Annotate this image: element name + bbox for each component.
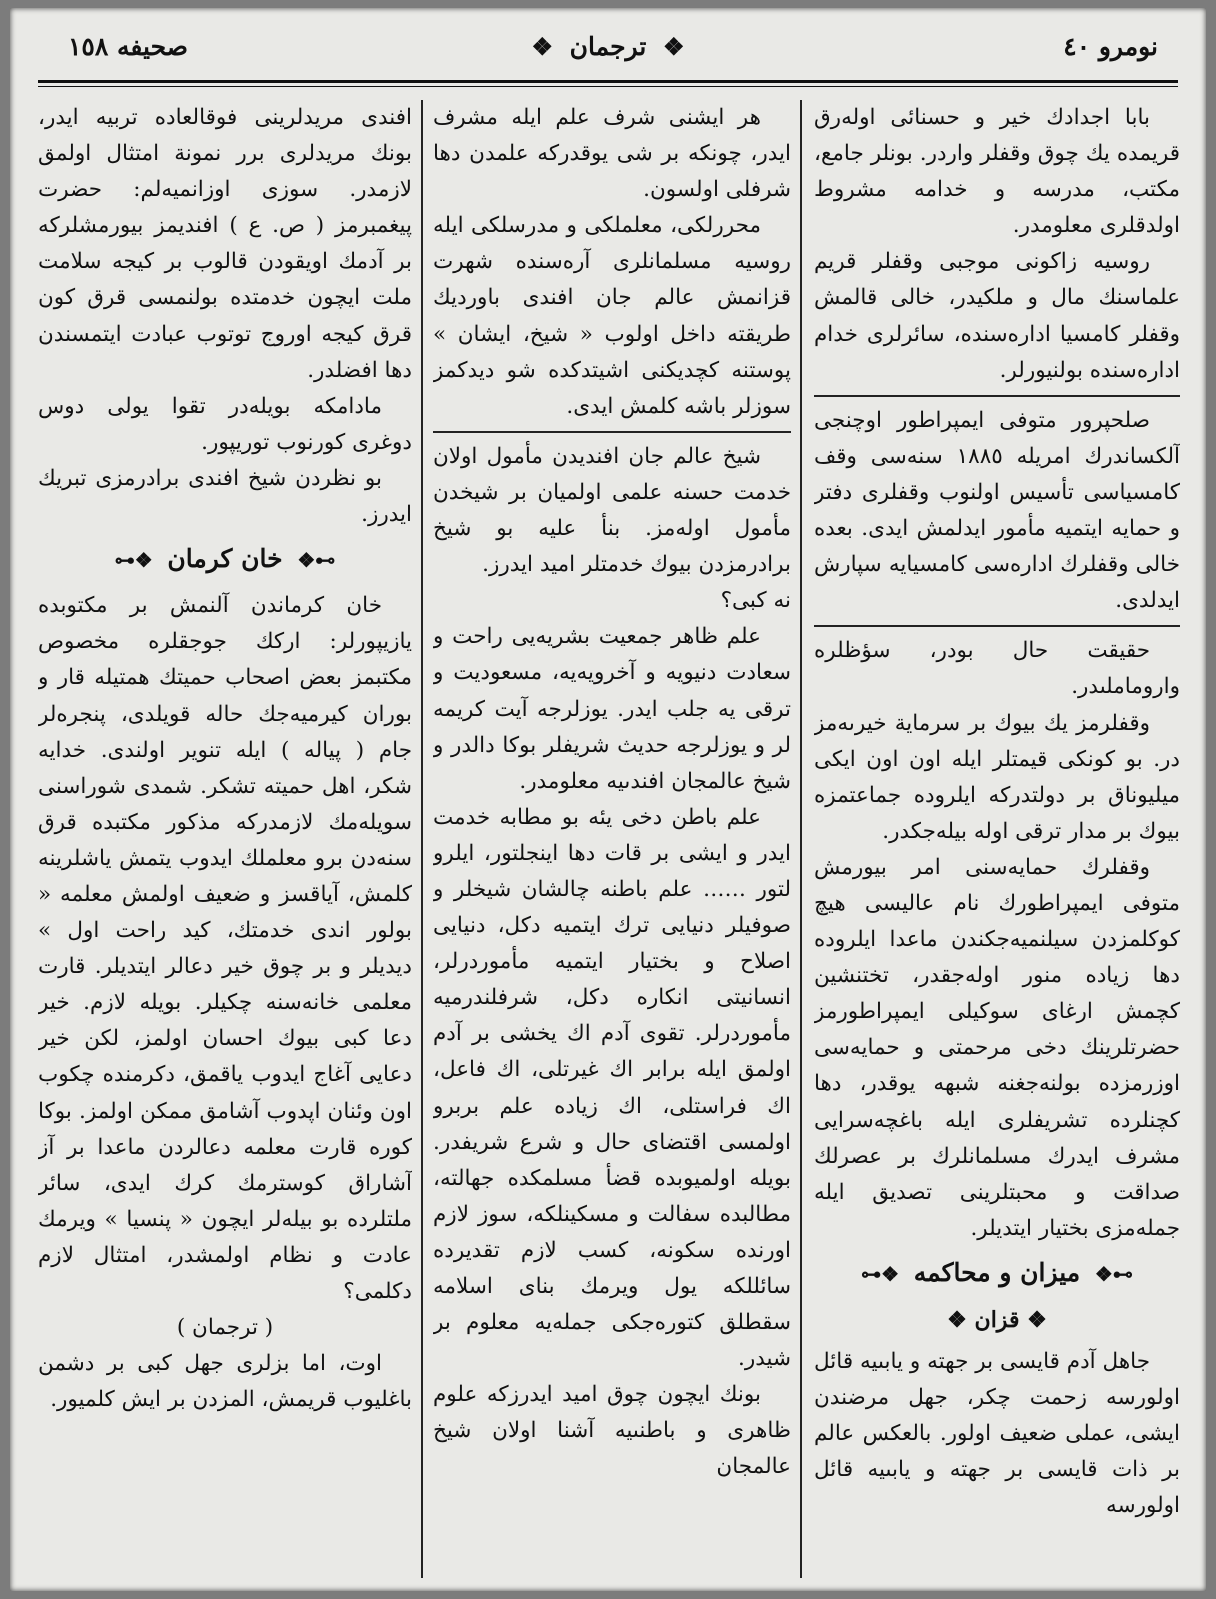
paragraph: صلحپرور متوفى ايمپراطور اوچنجى آلكساندرك امريلە ١٨٨٥ سنەسى وقف كامسياسى تأسيس اولنوب وقفلرى دفتر و حمايە ايتميە مأمور ايدلمش ايدى. بعدە خالى وقفلرك ادارەسى كامسيايە سپارش ايدلدى. [814,407,1180,614]
page-number: صحيفه ١٥٨ [68,32,188,61]
question-line: نە كبى؟ [720,588,791,614]
column-left [38,100,412,1580]
masthead-ornament-right: ❖ [663,32,685,61]
section-heading-text: خان كرمان [167,544,283,574]
section-heading [814,1255,1180,1292]
column-middle [433,100,791,1580]
paragraph: وقفلرمز يك بيوك بر سرماية خيرىەمز در. بو كونكى قيمتلر ايلە اون اون ايكى ميليوناق بر دولتدركە ايلرودە جماعتمزە بيوك بر مدار ترقى اولە بيلەجكدر. [814,710,1180,844]
paragraph: بابا اجدادك خير و حسنائى اولەرق قريمدە يك چوق وقفلر واردر. بونلر جامع، مكتب، مدرسە و خدامە مشروط اولدقلرى معلومدر. [814,105,1180,239]
masthead-ornament-left: ❖ [531,32,553,61]
ornament-icon: ❖⊷ [861,1261,900,1286]
section-divider [433,431,791,433]
ornament-icon: ❖ [947,1307,967,1333]
paragraph: هر ايشنى شرف علم ايلە مشرف ايدر، چونكە بر شى يوقدركە علمدن دها شرفلى اولسون. [433,105,791,203]
masthead [10,32,1206,61]
paragraph: علم باطن دخى يئە بو مطابە خدمت ايدر و ايشى بر قات دها اينجلتور، ايلرو لتور …… علم باطنە چالشان شيخلر و صوفيلر دنيايى ترك ايتميە دكل، دنيايى اصلاح و بختيار ايتميە مأموردرلر، انسانيتى انكارە دكل، شرفلندرميە مأموردرلر. تقوى آدم اك يخشى بر آدم اولمق ايلە برابر اك غيرتلى، اك فاعل، اك فراستلى، اك زيادە علم بربرو اولمسى اقتضاى حال و شرع شريفدر. بويلە اولميوبدە قضأ مسلمكدە جهالتە، مطالبدە سفالت و مسكينلكە، سوز لازم اورندە سكونە، كسب لازم تقديردە سائللكە يول ويرمك بناى اسلامە سقطلق كتورەجكى جملەيە معلوم بر شيدر. [433,804,791,1372]
ornament-icon: ⊶❖ [1094,1261,1133,1286]
section-heading-text: ميزان و محاكمە [913,1257,1081,1287]
newspaper-page [10,8,1206,1591]
paragraph: اوت، اما بزلرى جهل كبى بر دشمن باغليوب قريمش، المزدن بر ايش كلميور. [38,1351,412,1413]
column-divider [800,100,802,1578]
section-divider [814,625,1180,627]
ornament-icon: ❖⊷ [114,548,153,573]
paragraph: مادامكە بويلەدر تقوا يولى دوس دوغرى كورنوب توريپور. [38,393,412,455]
subheading-text: قزان [974,1307,1020,1333]
section-heading [38,541,412,578]
paragraph: روسيە زاكونى موجبى وقفلر قريم علماسنك مال و ملكيدر، خالى قالمش وقفلر كامسيا ادارەسندە، سائرلرى خدام ادارەسندە بولنيورلر. [814,249,1180,383]
paragraph: بو نظردن شيخ افندى برادرمزى تبريك ايدرز. [38,465,412,528]
column-right [814,100,1180,1580]
paragraph: علم ظاهر جمعيت بشريەيى راحت و سعادت دنيويە و آخرويەيە، مسعوديت و ترقى يە جلب ايدر. يوزلرجە آيت كريمە لر و يوزلرجە حديث شريفلر بوكا دالدر و شيخ عالمجان افندىيە معلومدر. [433,624,791,794]
paragraph: افندى مريدلرينى فوقالعادە تربيە ايدر، بونك مريدلرى برر نمونة امتثال اولمق لازمدر. سوزى اوزانميەلم: حضرت پيغمبرمز ( ص. ع ) افنديمز بيورمشلركە بر آدمك اويقودن قالوب بر كيجە سلامت ملت ايچون خدمتدە بولنمسى قرق كون قرق كيجە اوروج توتوب عبادت ايتمسندن دها افضلدر. [38,105,412,383]
section-divider [814,395,1180,397]
header-rule-thin [38,86,1178,87]
subheading [814,1302,1180,1338]
paragraph: حقيقت حال بودر، سؤظلرە واروماملىدر. [814,638,1180,700]
ornament-icon: ⊶❖ [297,548,336,573]
paragraph: جاهل آدم قايسى بر جهتە و يابىيە قائل اولورسە زحمت چكر، جهل مرضندن ايشى، عملى ضعيف اولور. بالعكس عالم بر ذات قايسى بر جهتە و يابىيە قائل اولورسە [814,1349,1180,1519]
paragraph: شيخ عالم جان افنديدن مأمول اولان خدمت حسنە علمى اولميان بر شيخدن مأمول اولەمز. بنأ عليە بو شيخ برادرمزدن بيوك خدمتلر اميد ايدرز. [433,443,791,578]
header-rule [38,80,1178,83]
masthead-title: ترجمان [569,32,647,61]
column-divider [421,100,423,1578]
issue-number: نومرو ٤٠ [1063,32,1158,61]
paragraph: وقفلرك حمايەسنى امر بيورمش متوفى ايمپراطورك نام عاليسى هيچ كوكلمزدن سيلنميەجكندن ماعدا ايلرودە دها زيادە منور اولەجقدر، تختنشين كچمش ارغاى سوكيلى ايمپراطورمز حضرتلرينك دخى مرحمتى و حمايەسى اوزرمزدە بولنەجغنە شبهە يوقدر، دها كچنلردە تشريفلرى ايلە باغچەسرايى مشرف ايدرك مسلمانلرك بر عصرلك صداقت و محبتلرينى تصديق ايلە جملەمزى بختيار ايتديلر. [814,854,1180,1241]
ornament-icon: ❖ [1027,1307,1047,1333]
paragraph: محررلكى، معلملكى و مدرسلكى ايلە روسيە مسلمانلرى آرەسندە شهرت قزانمش عالم جان افندى باورديك طريقتە داخل اولوب « شيخ، ايشان » پوستنە كچديكنى اشيتدكدە شو ديدكمز سوزلر باشە كلمش ايدى. [433,213,791,419]
paragraph: خان كرماندن آلنمش بر مكتوبدە يازيپورلر: اركك جوجقلرە مخصوص مكتبمز بعض اصحاب حميتك همتيلە قار و بوران كيرميەجك حالە قويلدى، پنجرەلر جام ( پيالە ) ايلە تنوير اولندى. خدايە شكر، اهل حميتە تشكر. شمدى شوراسنى سويلەمك لازمدركە مذكور مكتبدە قرق سنەدن برو معلملك ايدوب يتمش ياشلرينە كلمش، آياقسز و ضعيف اولمش معلمە « بولور اندى خدمتك، كيد راحت اول » ديديلر و بر چوق خير دعالر ايتديلر. قارت معلمى خانەسنە چكيلر. بويلە لازم. خير دعا كبى بيوك احسان اولمز، لكن خير دعايى آغاج ايدوب ياقمق، دكرمندە چكوب اون وئنان اپدوب آشامق ممكن اولمز. بوكا كورە قارت معلمە دعالردن ماعدا بر آز آشاراق كوسترمك كرك ايدى، سائر ملتلردە بو بيلەلر ايچون « پنسيا » ويرمك عادت و نظام اولمشدر، امتثال لازم دكلمى؟ [38,593,412,1304]
paragraph: بونك ايچون چوق اميد ايدرزكە علوم ظاهرى و باطنىيە آشنا اولان شيخ عالمجان [433,1382,791,1480]
signature: ( ترجمان ) [176,1315,274,1341]
